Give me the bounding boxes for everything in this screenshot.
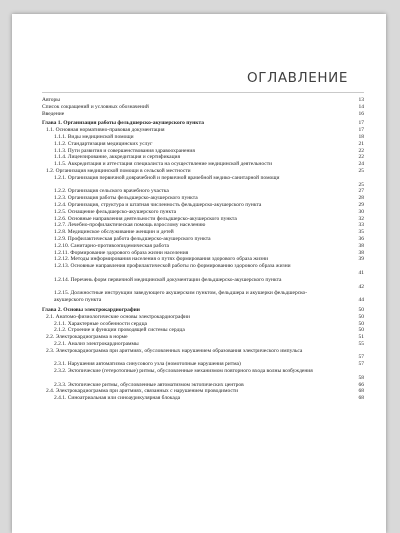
toc-entry [42,111,364,118]
toc-entry [42,134,364,141]
toc-entry [42,290,364,304]
toc-entry-page: 39 [358,256,364,263]
toc-entry [42,229,364,236]
book-page [12,14,386,533]
toc-entry-label: 2.3.2. Эктопические (гетеротопные) ритмы, обусловленные механизмом повторного входа волны возбуждения [54,368,313,375]
toc-entry-page: 25 [358,181,364,188]
toc-entry-page: 28 [358,195,364,202]
toc-entry-page: 14 [358,103,364,110]
toc-entry-label: 2.4.1. Синоатриальная или синоаурикулярная блокада [54,395,181,402]
toc-entry [42,120,364,127]
toc-entry [42,161,364,168]
toc-entry [42,341,364,348]
toc-entry [42,243,364,250]
toc-entry-page: 50 [358,313,364,320]
page-title: ОГЛАВЛЕНИЕ [247,70,348,86]
toc-entry-label: 2.1.1. Характерные особенности сердца [54,320,147,327]
toc-entry-label: Список сокращений и условных обозначений [42,103,149,110]
toc-entry-page: 50 [358,320,364,327]
toc-entry-label: Введение [42,110,65,117]
toc-entry-page: 38 [358,242,364,249]
toc-entry-page: 68 [358,395,364,402]
toc-entry-page: 41 [358,269,364,276]
toc-entry-page: 25 [358,167,364,174]
toc-entry-page: 57 [358,361,364,368]
toc-entry [42,104,364,111]
toc-entry-page: 44 [358,297,364,304]
toc-entry [42,168,364,175]
toc-entry-page: 30 [358,208,364,215]
toc-entry-label: 1.2.11. Формирование здорового образа жизни населения [54,249,189,256]
toc-entry-label: 2.3. Электрокардиограмма при аритмиях, обусловленных нарушением образования электрического импульса [46,347,303,354]
toc-entry-label: 1.2.3. Организация работы фельдшерско-акушерского пункта [54,195,198,202]
toc-entry [42,209,364,216]
title-divider [42,92,364,93]
toc-entry-page: 58 [358,374,364,381]
toc-entry-label: 2.1. Анатомо-физиологические основы электрокардиографии [46,313,190,320]
toc-entry [42,202,364,209]
toc-entry-label: 1.2.1. Организация первичной доврачебной и первичной врачебной медико-санитарной помощи [54,174,280,181]
toc-entry [42,263,364,277]
toc-entry-label: 1.1.2. Стандартизация медицинских услуг [54,140,153,147]
toc-entry-page: 35 [358,229,364,236]
toc-entry [42,348,364,362]
toc-entry-label: 2.3.3. Эктопические ритмы, обусловленные автоматизмом эктопических центров [54,381,244,388]
toc-entry-page: 66 [358,381,364,388]
toc-entry-label: 1.2.13. Основные направления профилактической работы по формированию здорового образа жизни [54,263,291,270]
toc-entry-label: 1.1.3. Пути развития и совершенствования здравоохранения [54,147,195,154]
toc-entry-label: 1.2.14. Перечень форм первичной медицинской документации фельдшерско-акушерского пункта [54,276,282,283]
toc-entry-label: 2.2. Электрокардиограмма в норме [46,334,128,341]
toc-entry [42,127,364,134]
toc-entry [42,368,364,382]
toc-entry-label: 1.1.5. Аккредитация и аттестация специалиста на осуществление медицинской деятельности [54,161,273,168]
toc-entry-page: 16 [358,110,364,117]
toc-entry-label: 1.2.15. Должностные инструкции заведующего акушерским пунктом, фельдшера и акушерки фельдшерско-акушерского пункта [54,290,308,304]
toc-entry-page: 24 [358,161,364,168]
toc-entry [42,314,364,321]
toc-entry-page: 50 [358,306,364,313]
toc-entry-label: 1.2.9. Профилактическая работа фельдшерско-акушерского пункта [54,235,211,242]
toc-entry-label: 2.2.1. Анализ электрокардиограммы [54,340,139,347]
toc-entry-page: 38 [358,249,364,256]
toc-entry-page: 68 [358,388,364,395]
toc-entry-page: 42 [358,283,364,290]
toc-entry [42,141,364,148]
toc-entry-label: 1.2.6. Основные направления деятельности фельдшерско-акушерского пункта [54,215,237,222]
toc-entry-label: 1.2.8. Медицинское обслуживание женщин и детей [54,229,174,236]
toc-entry-page: 50 [358,327,364,334]
toc-entry-label: 1.2.4. Организация, структура и штатная численность фельдшерско-акушерского пункта [54,201,262,208]
toc-entry-page: 22 [358,154,364,161]
toc-entry [42,97,364,104]
toc-entry [42,277,364,291]
toc-entry-page: 36 [358,235,364,242]
toc-entry-label: 2.1.2. Строение и функции проводящей системы сердца [54,327,185,334]
toc-entry [42,307,364,314]
toc-entry-page: 57 [358,354,364,361]
toc-entry-page: 51 [358,334,364,341]
toc-entry-label: 1.2.12. Методы информирования населения о путях формирования здорового образа жизни [54,256,269,263]
toc-entry-label: Глава 2. Основы электрокардиографии [42,306,140,313]
toc-entry [42,334,364,341]
toc-entry-page: 17 [358,120,364,127]
toc-entry-label: 2.4. Электрокардиограмма при аритмиях, связанных с нарушением проводимости [46,388,239,395]
toc-entry [42,195,364,202]
toc-entry-page: 17 [358,127,364,134]
toc-entry-label: Авторы [42,97,60,103]
toc-entry [42,236,364,243]
toc-entry-page: 13 [358,97,364,103]
toc-entry-page: 32 [358,215,364,222]
toc-entry-label: 1.2. Организация медицинской помощи в сельской местности [46,167,191,174]
toc-entry-page: 33 [358,222,364,229]
toc-entry-page: 55 [358,340,364,347]
toc-entry [42,395,364,402]
toc-entry-label: 1.1. Основная нормативно-правовая документация [46,127,165,134]
toc-entry-label: 2.3.1. Нарушения автоматизма синусового узла (номотопные нарушения ритма) [54,361,241,368]
toc-entry-label: Глава 1. Организация работы фельдшерско-акушерского пункта [42,120,204,127]
table-of-contents [42,97,364,402]
toc-entry-page: 27 [358,188,364,195]
toc-entry [42,327,364,334]
toc-entry-label: 1.1.4. Лицензирование, аккредитация и сертификация [54,154,181,161]
toc-entry [42,175,364,189]
toc-entry [42,382,364,389]
toc-entry-page: 21 [358,140,364,147]
toc-entry-label: 1.2.7. Лечебно-профилактическая помощь взрослому населению [54,222,206,229]
toc-entry-label: 1.2.10. Санитарно-противоэпидемическая работа [54,242,169,249]
toc-entry-page: 29 [358,201,364,208]
toc-entry-page: 22 [358,147,364,154]
toc-entry-label: 1.2.5. Оснащение фельдшерско-акушерского пункта [54,208,177,215]
toc-entry-label: 1.1.1. Виды медицинской помощи [54,133,134,140]
toc-entry-label: 1.2.2. Организация сельского врачебного участка [54,188,169,195]
toc-entry-page: 18 [358,133,364,140]
